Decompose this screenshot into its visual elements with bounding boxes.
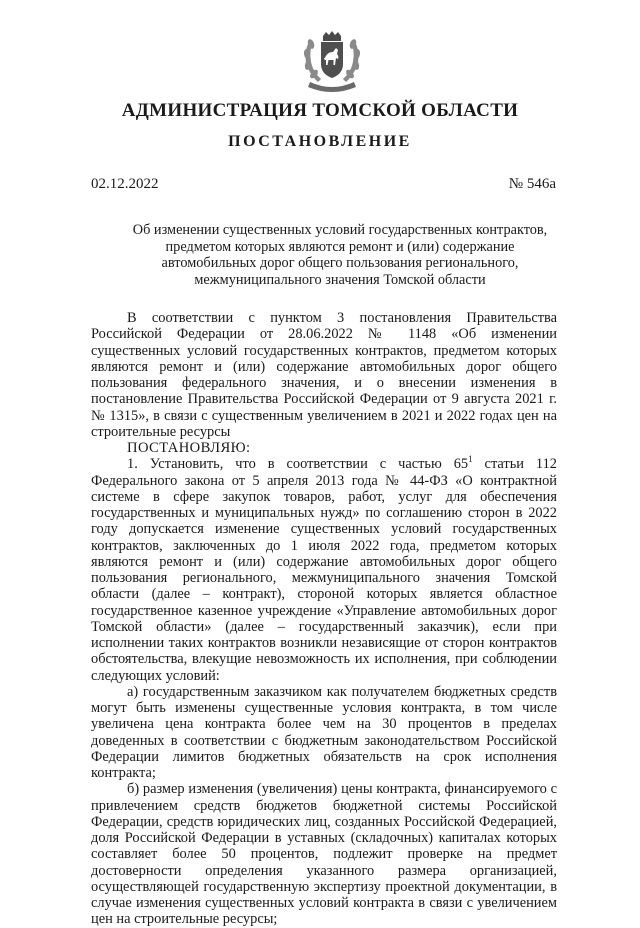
document-date: 02.12.2022	[91, 176, 159, 192]
preamble-paragraph: В соответствии с пунктом 3 постановления Правительства Российской Федерации от 28.06.2022 № 1148 «Об изменении существенных условий государственных контрактов, предметом которых являются ремонт и (или) содержание автомобильных дорог общего пользования федерального значения, и о внесении изменения в постановление Правительства Российской Федерации от 9 августа 2021 г. № 1315», в связи с существенным увеличением в 2021 и 2022 годах цен на строительные ресурсы	[91, 310, 557, 440]
item-b-paragraph: б) размер изменения (увеличения) цены контракта, финансируемого с привлечением средств бюджетов бюджетной системы Российской Федерации, средств юридических лиц, созданных Российской Федерацией, доля Российской Федерации в уставных (складочных) капиталах которых составляет более 50 процентов, подлежит проверке на предмет достоверности определения указанного размера организацией, осуществляющей государственную экспертизу проектной документации, в случае изменения существенных условий контракта в связи с увеличением цен на строительные ресурсы;	[91, 781, 557, 928]
subject-line: автомобильных дорог общего пользования регионального,	[161, 255, 519, 271]
subject-line: межмуниципального значения Томской области	[194, 271, 486, 288]
item-a-paragraph: а) государственным заказчиком как получателем бюджетных средств могут быть изменены существенные условия контракта, в том числе увеличена цена контракта более чем на 30 процентов в пределах доведенных в соответствии с бюджетным законодательством Российской Федерации лимитов бюджетных обязательств на срок исполнения контракта;	[91, 683, 557, 781]
coat-of-arms-icon	[296, 30, 368, 92]
subject-line: Об изменении существенных условий государственных контрактов,	[132, 222, 548, 238]
document-body	[91, 310, 557, 928]
item-1-text-start: 1. Установить, что в соответствии с частью 65	[127, 456, 469, 473]
subject-line: предметом которых являются ремонт и (или) содержание	[165, 238, 515, 255]
item-1-superscript: 1	[468, 454, 473, 465]
document-type-heading: ПОСТАНОВЛЕНИЕ	[228, 133, 412, 150]
item-1-paragraph	[91, 456, 557, 684]
document-subject	[120, 222, 560, 288]
item-1-text-rest: статьи 112 Федерального закона от 5 апреля 2013 года № 44-ФЗ «О контрактной системе в сфере закупок товаров, работ, услуг для обеспечения государственных и муниципальных нужд» по соглашению сторон в 2022 году допускается изменение существенных условий государственных контрактов, заключенных до 1 июля 2022 года, предметом которых являются ремонт и (или) содержание автомобильных дорог общего пользования регионального, межмуниципального значения Томской области (далее – контракт), стороной которых является областное государственное казенное учреждение «Управление автомобильных дорог Томской области» (далее – государственный заказчик), если при исполнении таких контрактов возникли независящие от сторон контрактов обстоятельства, влекущие невозможность их исполнения, при соблюдении следующих условий:	[91, 456, 557, 684]
decree-word: ПОСТАНОВЛЯЮ:	[127, 440, 251, 456]
document-number: № 546а	[508, 176, 556, 192]
organization-title: АДМИНИСТРАЦИЯ ТОМСКОЙ ОБЛАСТИ	[121, 100, 519, 121]
